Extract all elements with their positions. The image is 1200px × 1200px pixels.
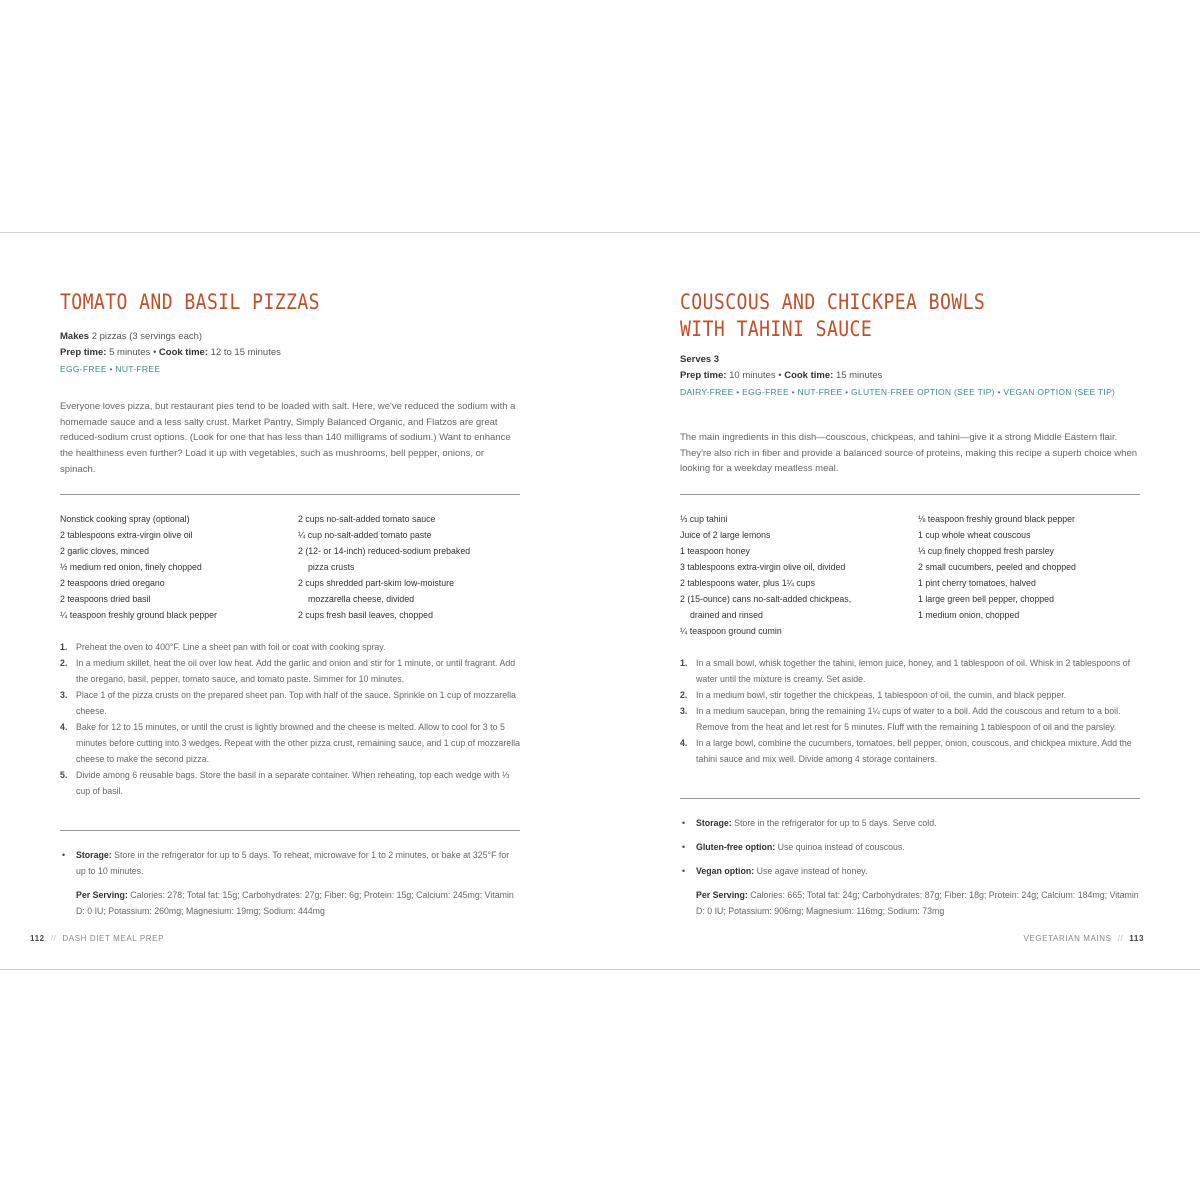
tip-item [680, 839, 1140, 855]
tip-label: Vegan option: [696, 866, 755, 876]
ingredient-item: ¼ teaspoon ground cumin [680, 626, 782, 636]
step-number: 3. [60, 690, 68, 700]
instruction-step [680, 687, 1140, 703]
instructions [680, 655, 1140, 767]
instruction-step [680, 735, 1140, 767]
ingredients-column-2 [298, 511, 518, 623]
tip-text: Store in the refrigerator for up to 5 days. To reheat, microwave for 1 to 2 minutes, or bake at 325°F for up to 10 minutes. [76, 850, 510, 876]
divider [680, 494, 1140, 495]
page-number: 112 [30, 934, 45, 943]
instruction-step [680, 703, 1140, 735]
ingredient-item: 2 (15-ounce) cans no-salt-added chickpeas, [680, 594, 852, 604]
tip-label: Storage: [76, 850, 112, 860]
step-number: 2. [60, 658, 68, 668]
tip-text: Store in the refrigerator for up to 5 days. Serve cold. [734, 818, 937, 828]
ingredient-item: mozzarella cheese, divided [308, 594, 415, 604]
step-text: Place 1 of the pizza crusts on the prepared sheet pan. Top with half of the sauce. Sprinkle on 1 cup of mozzarella cheese. [76, 690, 516, 716]
page-number: 113 [1129, 934, 1144, 943]
step-number: 5. [60, 770, 68, 780]
bullet-icon: • [682, 842, 686, 852]
recipe-title: TOMATO AND BASIL PIZZAS [60, 290, 320, 314]
ingredient-item: 2 cups no-salt-added tomato sauce [298, 514, 436, 524]
instruction-step [60, 719, 520, 767]
ingredients-column-2 [918, 511, 1138, 623]
book-title: DASH DIET MEAL PREP [62, 934, 165, 943]
step-text: In a medium bowl, stir together the chickpeas, 1 tablespoon of oil, the cumin, and black pepper. [696, 690, 1067, 700]
ingredient-item: 2 tablespoons extra-virgin olive oil [60, 530, 193, 540]
tip-item [60, 847, 520, 879]
step-number: 1. [680, 658, 688, 668]
ingredient-item: ¼ cup no-salt-added tomato paste [298, 530, 432, 540]
page-footer: 112 // DASH DIET MEAL PREP [30, 934, 165, 943]
tip-text: Use agave instead of honey. [756, 866, 868, 876]
per-serving: Per Serving: Calories: 278; Total fat: 15g; Carbohydrates: 27g; Fiber: 6g; Protein: 15g; Calcium: 245mg; Vitamin D: 0 IU; Potassium: 260mg; Magnesium: 19mg; Sodium: 444mg [76, 890, 514, 916]
instructions [60, 639, 520, 799]
divider [60, 494, 520, 495]
recipe-intro: The main ingredients in this dish—couscous, chickpeas, and tahini—give it a strong Middle Eastern flair. They're also rich in fiber and provide a balanced source of proteins, making this recipe a superb choice when looking for a weekday meatless meal. [680, 432, 1138, 475]
step-text: In a small bowl, whisk together the tahini, lemon juice, honey, and 1 tablespoon of oil. Whisk in 2 tablespoons of water until the mixture is creamy. Set aside. [696, 658, 1131, 684]
section-title: VEGETARIAN MAINS [1023, 934, 1112, 943]
tips [680, 815, 1140, 887]
ingredients [680, 511, 1140, 647]
divider [680, 798, 1140, 799]
ingredients-column-1 [60, 511, 280, 623]
ingredients-column-1 [680, 511, 900, 639]
ingredient-item: 1 cup whole wheat couscous [918, 530, 1031, 540]
tip-item [680, 815, 1140, 831]
ingredient-item: ¼ teaspoon freshly ground black pepper [60, 610, 217, 620]
step-text: In a medium skillet, heat the oil over low heat. Add the garlic and onion and stir for 1 minute, or until fragrant. Add the oregano, basil, pepper, tomato sauce, and tomato paste. Simmer for 10 minutes. [76, 658, 516, 684]
bullet-icon: • [682, 818, 686, 828]
ingredient-item: 2 (12- or 14-inch) reduced-sodium prebaked [298, 546, 471, 556]
ingredient-item: 2 garlic cloves, minced [60, 546, 149, 556]
tips [60, 847, 520, 887]
ingredient-item: Nonstick cooking spray (optional) [60, 514, 190, 524]
tip-item [680, 863, 1140, 879]
right-page [680, 233, 1144, 969]
book-spread [0, 232, 1200, 970]
ingredient-item: drained and rinsed [690, 610, 763, 620]
ingredient-item: 1 large green bell pepper, chopped [918, 594, 1054, 604]
step-number: 1. [60, 642, 68, 652]
ingredient-item: 2 small cucumbers, peeled and chopped [918, 562, 1076, 572]
diet-tags: DAIRY-FREE • EGG-FREE • NUT-FREE • GLUTEN-FREE OPTION (SEE TIP) • VEGAN OPTION (SEE TIP) [680, 387, 1116, 397]
ingredient-item: 1 teaspoon honey [680, 546, 750, 556]
step-number: 4. [60, 722, 68, 732]
ingredients [60, 511, 520, 631]
step-text: Divide among 6 reusable bags. Store the basil in a separate container. When reheating, top each wedge with ⅓ cup of basil. [76, 770, 510, 796]
recipe-intro: Everyone loves pizza, but restaurant pies tend to be loaded with salt. Here, we've reduced the sodium with a homemade sauce and a less salty crust. Market Pantry, Simply Balanced Organic, and Flatzos are great reduced-sodium crust options. (Look for one that has less than 140 milligrams of sodium.) Want to enhance the healthiness even further? Load it up with vegetables, such as mushrooms, bell pepper, onions, or spinach. [60, 401, 516, 475]
recipe-meta [680, 352, 1115, 400]
makes-line: Makes 2 pizzas (3 servings each) [60, 331, 203, 342]
diet-tags: EGG-FREE • NUT-FREE [60, 364, 161, 374]
ingredient-item: 2 teaspoons dried oregano [60, 578, 165, 588]
step-text: Preheat the oven to 400°F. Line a sheet pan with foil or coat with cooking spray. [76, 642, 386, 652]
ingredient-item: ⅓ cup finely chopped fresh parsley [918, 546, 1054, 556]
time-line: Prep time: 10 minutes • Cook time: 15 minutes [680, 370, 883, 381]
step-number: 3. [680, 706, 688, 716]
step-text: In a medium saucepan, bring the remaining 1¼ cups of water to a boil. Add the couscous and return to a boil. Remove from the heat and let rest for 5 minutes. Fluff with the remaining 1 tablespoon of oil and the parsley. [696, 706, 1121, 732]
tip-label: Gluten-free option: [696, 842, 776, 852]
ingredient-item: 2 tablespoons water, plus 1¼ cups [680, 578, 815, 588]
ingredient-item: ⅓ cup tahini [680, 514, 728, 524]
ingredient-item: 1 medium onion, chopped [918, 610, 1020, 620]
instruction-step [680, 655, 1140, 687]
tip-text: Use quinoa instead of couscous. [777, 842, 905, 852]
ingredient-item: Juice of 2 large lemons [680, 530, 771, 540]
divider [60, 830, 520, 831]
tip-label: Storage: [696, 818, 732, 828]
step-number: 4. [680, 738, 688, 748]
bullet-icon: • [682, 866, 686, 876]
time-line: Prep time: 5 minutes • Cook time: 12 to 15 minutes [60, 347, 281, 358]
ingredient-item: pizza crusts [308, 562, 355, 572]
ingredient-item: 2 cups shredded part-skim low-moisture [298, 578, 454, 588]
ingredient-item: 2 teaspoons dried basil [60, 594, 151, 604]
step-text: Bake for 12 to 15 minutes, or until the crust is lightly browned and the cheese is melted. Allow to cool for 3 to 5 minutes before cutting into 3 wedges. Repeat with the other pizza crust, remaining sauce, and 1 cup of mozzarella cheese to make the second pizza. [76, 722, 520, 764]
instruction-step [60, 639, 520, 655]
per-serving: Per Serving: Calories: 665; Total fat: 24g; Carbohydrates: 87g; Fiber: 18g; Protein: 24g; Calcium: 184mg; Vitamin D: 0 IU; Potassium: 906mg; Magnesium: 116mg; Sodium: 73mg [696, 890, 1139, 916]
serves-line: Serves 3 [680, 354, 720, 365]
instruction-step [60, 767, 520, 799]
ingredient-item: 2 cups fresh basil leaves, chopped [298, 610, 433, 620]
page-footer: VEGETARIAN MAINS // 113 [1023, 934, 1144, 943]
step-text: In a large bowl, combine the cucumbers, tomatoes, bell pepper, onion, couscous, and chickpea mixture. Add the tahini sauce and mix well. Divide among 4 storage containers. [696, 738, 1132, 764]
ingredient-item: ½ medium red onion, finely chopped [60, 562, 202, 572]
bullet-icon: • [62, 850, 66, 860]
ingredient-item: ⅛ teaspoon freshly ground black pepper [918, 514, 1075, 524]
step-number: 2. [680, 690, 688, 700]
ingredient-item: 1 pint cherry tomatoes, halved [918, 578, 1036, 588]
instruction-step [60, 655, 520, 687]
recipe-title: COUSCOUS AND CHICKPEA BOWLS WITH TAHINI SAUCE [680, 290, 986, 341]
instruction-step [60, 687, 520, 719]
ingredient-item: 3 tablespoons extra-virgin olive oil, divided [680, 562, 846, 572]
left-page [30, 233, 520, 969]
recipe-meta [60, 329, 281, 377]
